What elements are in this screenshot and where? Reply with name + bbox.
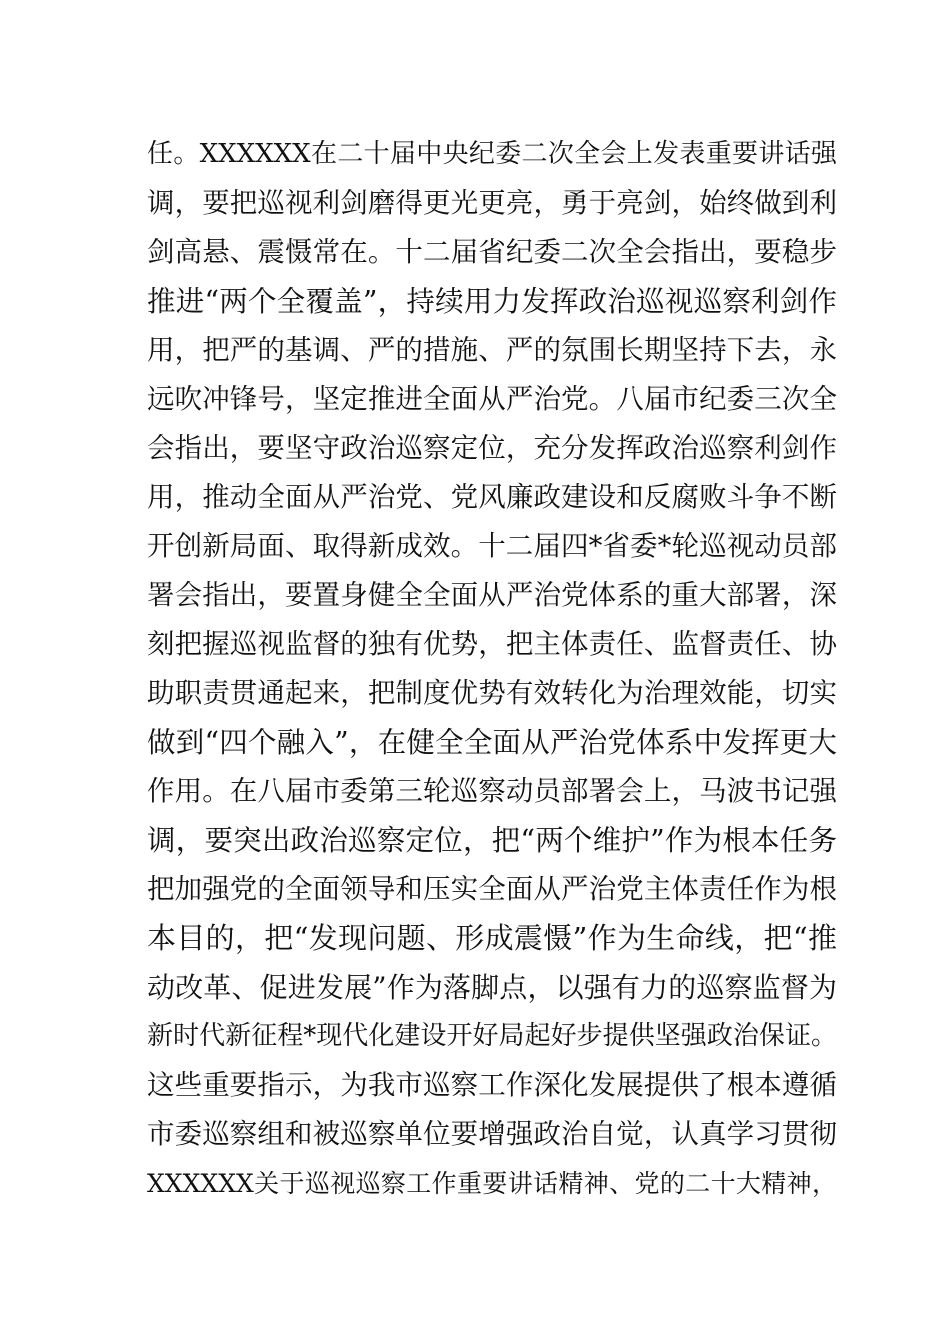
text-line: 本目的，把“发现问题、形成震慑”作为生命线，把“推	[147, 921, 837, 955]
text-line: 刻把握巡视监督的独有优势，把主体责任、监督责任、协	[147, 628, 837, 660]
text-line: 这些重要指示，为我市巡察工作深化发展提供了根本遵循	[147, 1069, 837, 1101]
text-line: 推进“两个全覆盖”，持续用力发挥政治巡视巡察利剑作	[147, 285, 837, 318]
text-line: 做到“四个融入”，在健全全面从严治党体系中发挥更大	[147, 726, 837, 759]
text-line: 开创新局面、取得新成效。十二届四*省委*轮巡视动员部	[147, 530, 837, 562]
text-line: 用，推动全面从严治党、党风廉政建设和反腐败斗争不断	[147, 481, 837, 513]
text-line: XXXXXX关于巡视巡察工作重要讲话精神、党的二十大精神，	[147, 1169, 837, 1198]
text-line: 调，要突出政治巡察定位，把“两个维护”作为根本任务	[147, 824, 837, 857]
text-line: 动改革、促进发展”作为落脚点，以强有力的巡察监督为	[147, 971, 837, 1004]
text-line: 任。XXXXXX在二十届中央纪委二次全会上发表重要讲话强	[147, 139, 837, 169]
text-line: 署会指出，要置身健全全面从严治党体系的重大部署，深	[147, 579, 837, 611]
text-line: 剑高悬、震慑常在。十二届省纪委二次全会指出，要稳步	[147, 236, 837, 268]
text-line: 新时代新征程*现代化建设开好局起好步提供坚强政治保证。	[147, 1021, 837, 1051]
text-line: 作用。在八届市委第三轮巡察动员部署会上，马波书记强	[147, 775, 837, 807]
text-line: 助职责贯通起来，把制度优势有效转化为治理效能，切实	[147, 677, 837, 709]
body-paragraph	[147, 130, 837, 1208]
text-line: 调，要把巡视利剑磨得更光更亮，勇于亮剑，始终做到利	[147, 187, 837, 219]
text-line: 把加强党的全面领导和压实全面从严治党主体责任作为根	[147, 873, 837, 905]
text-line: 用，把严的基调、严的措施、严的氛围长期坚持下去，永	[147, 334, 837, 366]
text-line: 会指出，要坚守政治巡察定位，充分发挥政治巡察利剑作	[147, 432, 837, 464]
text-line: 市委巡察组和被巡察单位要增强政治自觉，认真学习贯彻	[147, 1118, 837, 1150]
text-line: 远吹冲锋号，坚定推进全面从严治党。八届市纪委三次全	[147, 383, 837, 415]
